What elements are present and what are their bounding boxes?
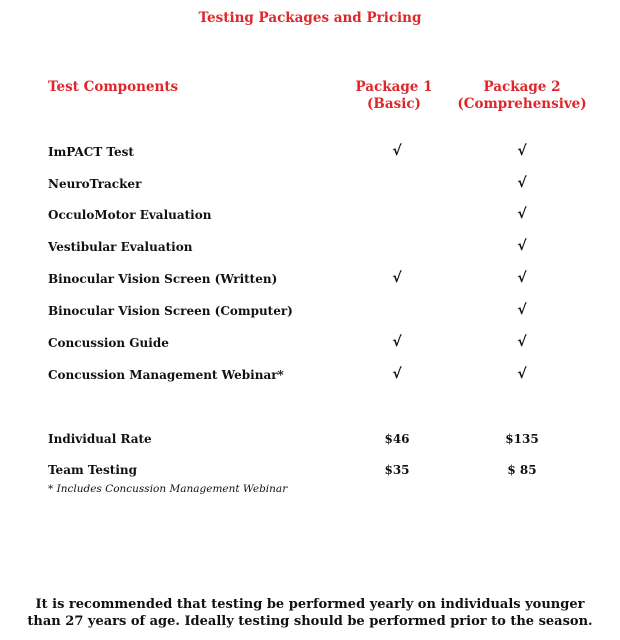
recommendation-note	[0, 596, 620, 630]
check-icon: √	[392, 334, 402, 350]
price-value: $ 85	[507, 463, 537, 477]
component-row-label: Binocular Vision Screen (Computer)	[48, 304, 293, 318]
check-icon: √	[517, 366, 527, 382]
check-icon: √	[517, 143, 527, 159]
price-value: $135	[505, 432, 539, 446]
component-row-label: Binocular Vision Screen (Written)	[48, 272, 278, 286]
price-value: $46	[384, 432, 410, 446]
component-row-label: Concussion Management Webinar*	[48, 368, 284, 382]
recommendation-line: It is recommended that testing be performed yearly on individuals younger	[35, 597, 585, 612]
component-row-label: OcculoMotor Evaluation	[48, 208, 212, 222]
check-icon: √	[517, 302, 527, 318]
component-row-label: NeuroTracker	[48, 177, 142, 191]
component-row-label: Vestibular Evaluation	[48, 240, 193, 254]
check-icon: √	[392, 366, 402, 382]
header-package-2-tier: (Comprehensive)	[457, 96, 587, 112]
header-test-components: Test Components	[48, 79, 179, 95]
check-icon: √	[392, 143, 402, 159]
check-icon: √	[517, 334, 527, 350]
header-package-1-name: Package 1	[355, 79, 433, 95]
price-value: $35	[384, 463, 410, 477]
footnote: * Includes Concussion Management Webinar	[48, 483, 288, 495]
page-title: Testing Packages and Pricing	[198, 10, 422, 26]
check-icon: √	[517, 206, 527, 222]
component-row-label: Concussion Guide	[48, 336, 169, 350]
check-icon: √	[517, 270, 527, 286]
check-icon: √	[517, 175, 527, 191]
component-row-label: ImPACT Test	[48, 145, 134, 159]
header-package-1-tier: (Basic)	[367, 96, 421, 112]
header-package-2-name: Package 2	[483, 79, 561, 95]
header-package-1	[334, 79, 454, 113]
header-package-2	[452, 79, 592, 113]
price-row-label: Individual Rate	[48, 432, 152, 446]
check-icon: √	[392, 270, 402, 286]
price-row-label: Team Testing	[48, 463, 137, 477]
check-icon: √	[517, 238, 527, 254]
recommendation-line: than 27 years of age. Ideally testing should be performed prior to the season.	[27, 614, 593, 629]
